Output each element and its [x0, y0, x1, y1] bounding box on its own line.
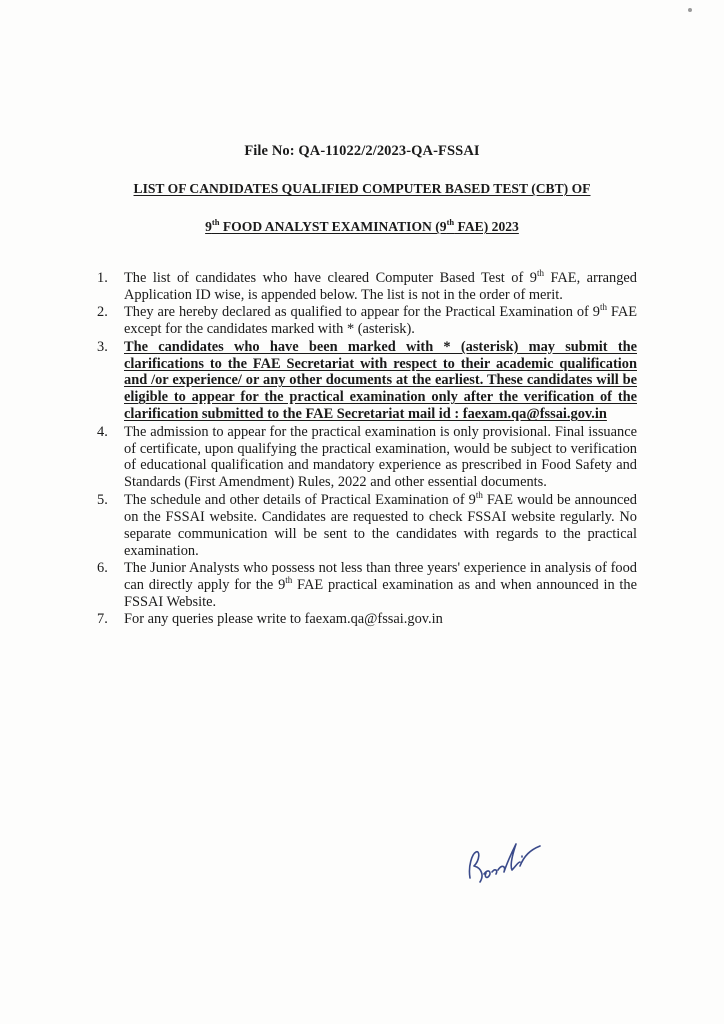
list-item	[97, 611, 637, 628]
item-superscript: th	[599, 302, 607, 313]
list-item	[97, 270, 637, 304]
item-superscript: th	[285, 574, 293, 585]
document-title-line-1: LIST OF CANDIDATES QUALIFIED COMPUTER BASED TEST (CBT) OF	[133, 181, 591, 196]
item-number: 5.	[97, 491, 108, 508]
item-text: The list of candidates who have cleared Computer Based Test of 9	[124, 270, 537, 286]
item-number: 6.	[97, 559, 108, 576]
title-part-b: FOOD ANALYST EXAMINATION (9	[219, 219, 447, 234]
item-text-continued: FAE except for the candidates marked with * (asterisk).	[124, 304, 637, 338]
item-number: 7.	[97, 611, 108, 628]
list-item	[97, 489, 637, 560]
item-text: The Junior Analysts who possess not less than three years' experience in analysis of food can directly apply for the 9	[124, 559, 637, 593]
item-text: For any queries please write to faexam.qa@fssai.gov.in	[124, 611, 443, 628]
list-item	[97, 560, 637, 611]
instructions-list	[97, 270, 637, 629]
title-part-c: FAE) 2023	[454, 219, 519, 234]
title-sup-a: th	[211, 217, 220, 227]
item-text-continued: FAE, arranged Application ID wise, is appended below. The list is not in the order of merit.	[124, 270, 637, 303]
item-superscript: th	[475, 489, 483, 500]
item-text: They are hereby declared as qualified to appear for the Practical Examination of 9	[124, 304, 600, 321]
item-number: 3.	[97, 338, 108, 355]
item-number: 2.	[97, 304, 108, 321]
title-part-a: 9	[205, 219, 212, 234]
item-superscript: th	[536, 268, 544, 278]
list-item-highlighted	[97, 339, 637, 424]
item-text: The candidates who have been marked with * (asterisk) may submit the clarifications to the FAE Secretariat with respect to their academic qualification and /or experience/ or any other documents at the earliest. These candidates will be eligible to appear for the practical examination only after the verification of the clarification submitted to the FAE Secretariat mail id : faexam.qa@fssai.gov.in	[124, 338, 637, 423]
file-number: File No: QA-11022/2/2023-QA-FSSAI	[244, 143, 480, 159]
item-number: 4.	[97, 423, 108, 440]
list-item	[97, 304, 637, 338]
item-number: 1.	[97, 270, 108, 286]
handwritten-signature	[462, 826, 562, 896]
item-text: The schedule and other details of Practical Examination of 9	[124, 491, 476, 508]
scan-speck	[688, 8, 692, 12]
item-text-continued: FAE practical examination as and when announced in the FSSAI Website.	[124, 576, 638, 610]
item-text-continued: FAE would be announced on the FSSAI website. Candidates are requested to check FSSAI website regularly. No separate communication will be sent to the candidates with regards to the practical examination.	[124, 491, 637, 559]
item-text: The admission to appear for the practical examination is only provisional. Final issuance of certificate, upon qualifying the practical examination, would be subject to verification of educational qualification and mandatory experience as prescribed in Food Safety and Standards (First Amendment) Rules, 2022 and other essential documents.	[124, 423, 637, 491]
list-item	[97, 424, 637, 492]
title-sup-b: th	[446, 217, 455, 227]
document-title-line-2	[0, 219, 724, 235]
